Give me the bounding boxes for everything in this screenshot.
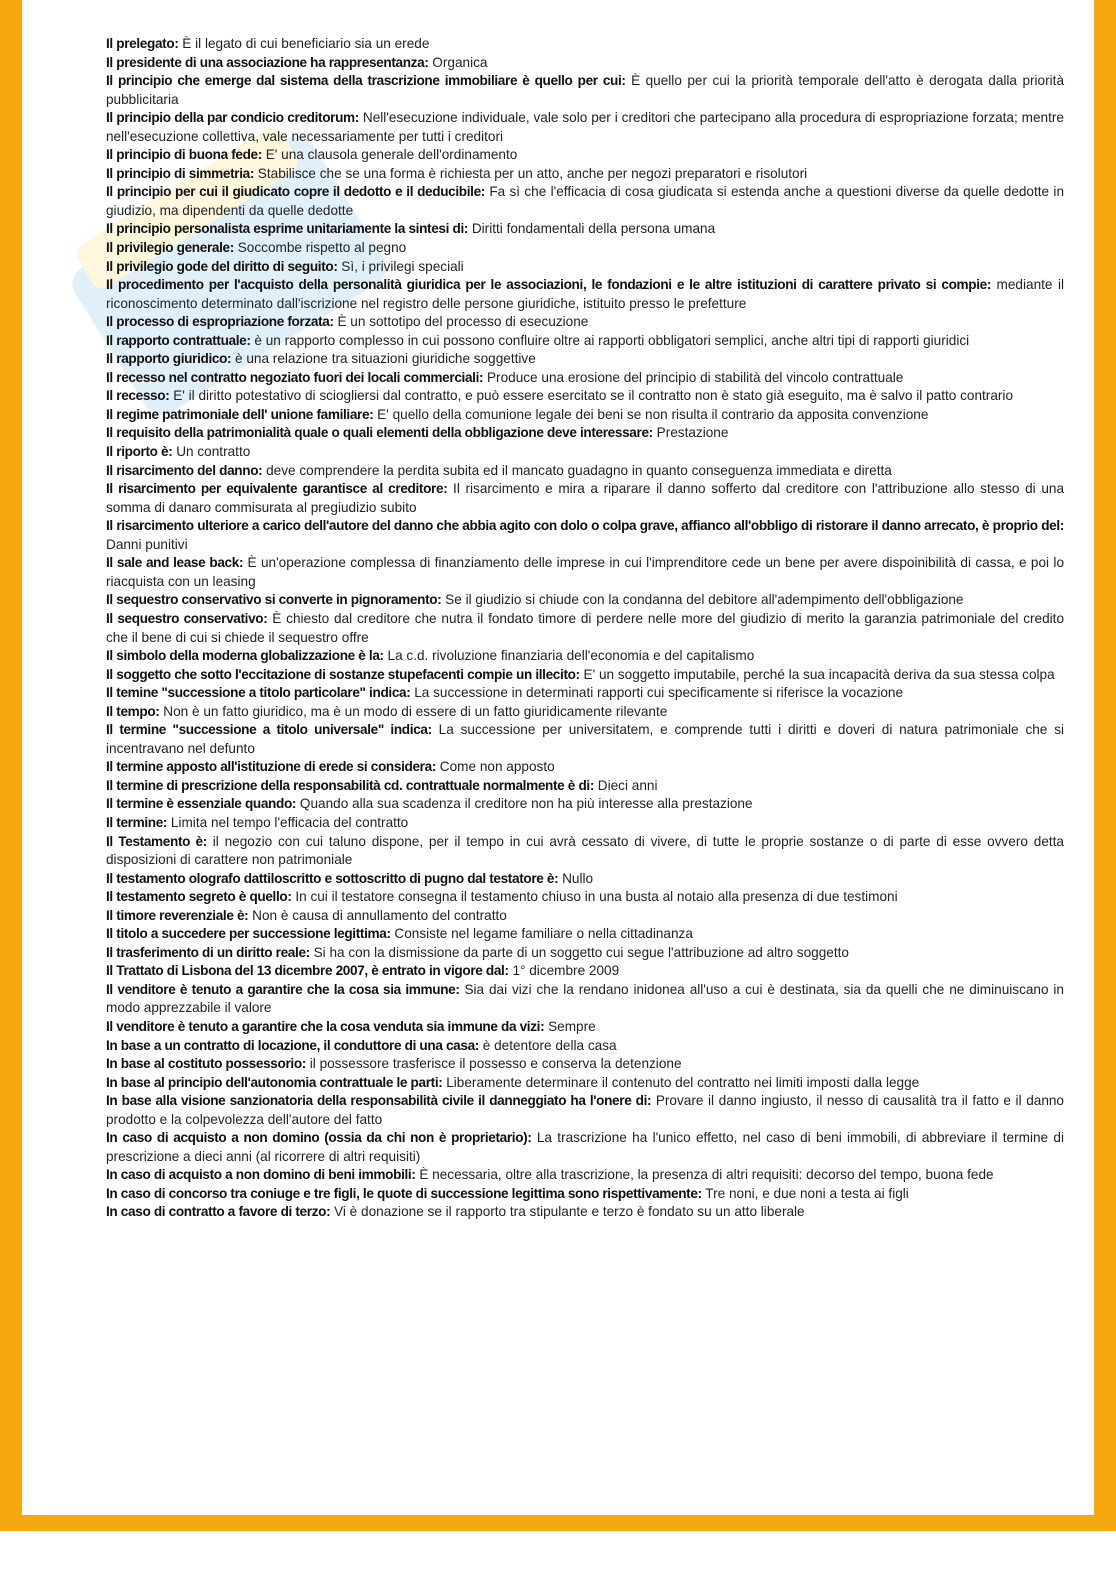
question-label: Il timore reverenziale è: <box>106 907 249 923</box>
question-label: Il sequestro conservativo: <box>106 610 268 626</box>
answer-text: Dieci anni <box>597 777 658 793</box>
qa-entry <box>106 462 1064 481</box>
answer-text: In cui il testatore consegna il testamento chiuso in una busta al notaio alla presenza di due testimoni <box>295 889 898 905</box>
answer-text: È necessaria, oltre alla trascrizione, la presenza di altri requisiti: decorso del tempo, buona fede <box>419 1167 994 1183</box>
question-label: Il termine è essenziale quando: <box>106 796 297 812</box>
question-label: Il requisito della patrimonialità quale o quali elementi della obbligazione deve interessare: <box>106 425 653 441</box>
question-label: Il sequestro conservativo si converte in pignoramento: <box>106 592 442 608</box>
qa-entry <box>106 1074 1064 1093</box>
qa-entry <box>106 183 1064 220</box>
question-label: Il principio per cui il giudicato copre il dedotto e il deducibile: <box>106 184 485 200</box>
answer-text: Prestazione <box>656 425 729 441</box>
answer-text: Un contratto <box>176 444 251 460</box>
answer-text: È quello per cui la priorità temporale dell'atto è derogata dalla priorità pubblicitaria <box>106 73 1064 107</box>
qa-entry <box>106 258 1064 277</box>
qa-entry <box>106 72 1064 109</box>
answer-text: mediante il riconoscimento determinato dall'iscrizione nel registro delle persone giuridiche, istituito presso le prefetture <box>106 277 1064 311</box>
answer-text: è un rapporto complesso in cui possono confluire oltre ai rapporti obbligatori semplici, anche altri tipi di rapporti giuridici <box>254 332 970 348</box>
qa-entry <box>106 554 1064 591</box>
question-label: Il venditore è tenuto a garantire che la cosa sia immune: <box>106 981 460 997</box>
question-label: Il privilegio generale: <box>106 240 234 256</box>
qa-entry <box>106 146 1064 165</box>
answer-text: Non è un fatto giuridico, ma è un modo di essere di un fatto giuridicamente rilevante <box>163 703 668 719</box>
qa-entry <box>106 35 1064 54</box>
qa-entry <box>106 888 1064 907</box>
answer-text: E' una clausola generale dell'ordinamento <box>265 147 518 163</box>
answer-text: Come non apposto <box>439 759 555 775</box>
answer-text: È un'operazione complessa di finanziamento delle imprese in cui l'imprenditore cede un bene per avere dispoinibilità di cassa, e poi lo riacquista con un leasing <box>106 555 1065 589</box>
answer-text: 1° dicembre 2009 <box>512 963 620 979</box>
qa-entry <box>106 833 1064 870</box>
qa-entry <box>106 1037 1064 1056</box>
qa-entry <box>106 424 1064 443</box>
answer-text: Soccombe rispetto al pegno <box>237 240 407 256</box>
answer-text: Liberamente determinare il contenuto del contratto nei limiti imposti dalla legge <box>446 1074 920 1090</box>
question-label: Il termine: <box>106 814 168 830</box>
qa-entry <box>106 1203 1064 1222</box>
answer-text: il negozio con cui taluno dispone, per il tempo in cui avrà cessato di vivere, di tutte le proprie sostanze o di parte di esse ovvero detta disposizioni di carattere non patrimoniale <box>106 833 1064 868</box>
question-label: Il tempo: <box>106 703 160 719</box>
qa-entry <box>106 870 1064 889</box>
qa-entry <box>106 647 1064 666</box>
answer-text: Non è causa di annullamento del contratto <box>252 907 507 923</box>
qa-entry <box>106 406 1064 425</box>
question-label: Il regime patrimoniale dell' unione familiare: <box>106 406 374 422</box>
qa-entry <box>106 1055 1064 1074</box>
question-label: Il risarcimento ulteriore a carico dell'autore del danno che abbia agito con dolo o colpa grave, affianco all'obbligo di ristorare il danno arrecato, è proprio del: <box>106 518 1064 534</box>
answer-text: Se il giudizio si chiude con la condanna del debitore all'adempimento dell'obbligazione <box>445 592 964 608</box>
answer-text: Sempre <box>548 1018 596 1034</box>
answer-text: è una relazione tra situazioni giuridiche soggettive <box>235 351 536 367</box>
question-label: Il processo di espropriazione forzata: <box>106 314 334 330</box>
question-label: Il testamento olografo dattiloscritto e sottoscritto di pugno dal testatore è: <box>106 870 559 886</box>
question-label: Il simbolo della moderna globalizzazione è la: <box>106 648 384 664</box>
answer-text: Diritti fondamentali della persona umana <box>471 221 716 237</box>
qa-entry <box>106 591 1064 610</box>
question-label: Il titolo a succedere per successione legittima: <box>106 926 391 942</box>
answer-text: Tre noni, e due noni a testa ai figli <box>705 1185 909 1201</box>
question-label: Il rapporto giuridico: <box>106 351 232 367</box>
answer-text: Vi è donazione se il rapporto tra stipulante e terzo è fondato su un atto liberale <box>334 1204 805 1220</box>
question-label: Il prelegato: <box>106 36 179 51</box>
answer-text: Nullo <box>562 870 594 886</box>
answer-text: È un sottotipo del processo di esecuzione <box>337 314 589 330</box>
answer-text: Consiste nel legame familiare o nella cittadinanza <box>394 926 693 942</box>
question-label: In base alla visione sanzionatoria della responsabilità civile il danneggiato ha l'onere di: <box>106 1093 652 1109</box>
question-label: Il termine "successione a titolo universale" indica: <box>106 722 432 738</box>
answer-text: Fa sì che l'efficacia di cosa giudicata si estenda anche a questioni diverse da quelle dedotte in giudizio, ma dipendenti da quelle dedotte <box>106 184 1065 218</box>
question-label: Il presidente di una associazione ha rappresentanza: <box>106 54 429 70</box>
answer-text: Sia dai vizi che la rendano inidonea all'uso a cui è destinata, sia da quelli che ne diminuiscano in modo apprezzabile il valore <box>106 981 1064 1016</box>
qa-entry <box>106 54 1064 73</box>
question-label: Il procedimento per l'acquisto della personalità giuridica per le associazioni, le fondazioni e le altre istituzioni di carattere privato si compie: <box>106 277 992 293</box>
question-label: Il recesso nel contratto negoziato fuori dei locali commerciali: <box>106 369 484 385</box>
qa-entry <box>106 962 1064 981</box>
question-label: Il recesso: <box>106 388 170 404</box>
qa-entry <box>106 369 1064 388</box>
answer-text: E' il diritto potestativo di sciogliersi dal contratto, e può essere esercitato se il contratto non è stato già eseguito, ma è salvo il patto contrario <box>173 388 1013 404</box>
qa-entry <box>106 758 1064 777</box>
qa-entry <box>106 443 1064 462</box>
answer-text: Nell'esecuzione individuale, vale solo per i creditori che partecipano alla procedura di espropriazione forzata; mentre nell'esecuzione collettiva, vale necessariamente per tutti i creditori <box>106 110 1064 144</box>
question-label: Il principio di buona fede: <box>106 147 262 163</box>
qa-entry <box>106 925 1064 944</box>
answer-text: Sì, i privilegi speciali <box>341 258 464 274</box>
qa-entry <box>106 1092 1064 1129</box>
answer-text: deve comprendere la perdita subita ed il mancato guadagno in quanto conseguenza immediata e diretta <box>266 462 892 478</box>
answer-text: La successione in determinati rapporti cui specificamente si riferisce la vocazione <box>414 685 904 701</box>
answer-text: La c.d. rivoluzione finanziaria dell'economia e del capitalismo <box>387 648 755 664</box>
answer-text: La trascrizione ha l'unico effetto, nel caso di beni immobili, di abbreviare il termine di prescrizione a dieci anni (al ricorrere di altri requisiti) <box>106 1130 1064 1164</box>
question-label: Il risarcimento del danno: <box>106 462 263 478</box>
question-label: Il termine di prescrizione della responsabilità cd. contrattuale normalmente è di: <box>106 777 594 793</box>
answer-text: Organica <box>432 54 488 70</box>
qa-entry <box>106 721 1064 758</box>
answer-text: Stabilisce che se una forma è richiesta per un atto, anche per negozi preparatori e risolutori <box>257 165 808 181</box>
question-label: Il soggetto che sotto l'eccitazione di sostanze stupefacenti compie un illecito: <box>106 666 580 682</box>
qa-entry <box>106 1018 1064 1037</box>
qa-entry <box>106 610 1064 647</box>
answer-text: Quando alla sua scadenza il creditore non ha più interesse alla prestazione <box>299 796 753 812</box>
qa-entry <box>106 944 1064 963</box>
question-label: In caso di acquisto a non domino (ossia da chi non è proprietario): <box>106 1130 532 1146</box>
page-bottom-strip <box>0 1531 1116 1579</box>
question-label: Il principio personalista esprime unitariamente la sintesi di: <box>106 221 469 237</box>
answer-text: Produce una erosione del principio di stabilità del vincolo contrattuale <box>486 369 904 385</box>
answer-text: La successione per universitatem, e comprende tutti i diritti e doveri di natura patrimoniale che si incentravano nel defunto <box>106 722 1065 756</box>
qa-entry <box>106 907 1064 926</box>
qa-list <box>106 35 1064 1222</box>
question-label: Il termine apposto all'istituzione di erede si considera: <box>106 759 437 775</box>
question-label: Il principio di simmetria: <box>106 165 255 181</box>
question-label: In base al costituto possessorio: <box>106 1056 306 1072</box>
answer-text: il possessore trasferisce il possesso e conserva la detenzione <box>309 1056 682 1072</box>
question-label: Il venditore è tenuto a garantire che la cosa venduta sia immune da vizi: <box>106 1018 545 1034</box>
answer-text: E' un soggetto imputabile, perché la sua incapacità deriva da sua stessa colpa <box>583 666 1055 682</box>
answer-text: E' quello della comunione legale dei beni se non risulta il contrario da apposita convenzione <box>377 406 929 422</box>
question-label: In base al principio dell'autonomia contrattuale le parti: <box>106 1074 443 1090</box>
qa-entry <box>106 1185 1064 1204</box>
qa-entry <box>106 313 1064 332</box>
answer-text: È il legato di cui beneficiario sia un erede <box>182 36 430 51</box>
answer-text: È chiesto dal creditore che nutra il fondato timore di perdere nelle more del giudizio di merito la garanzia patrimoniale del credito che il bene di cui si chiede il sequestro offre <box>106 610 1065 645</box>
question-label: Il principio della par condicio creditorum: <box>106 110 359 126</box>
answer-text: Limita nel tempo l'efficacia del contratto <box>170 814 409 830</box>
qa-entry <box>106 109 1064 146</box>
qa-entry <box>106 703 1064 722</box>
qa-entry <box>106 666 1064 685</box>
qa-entry <box>106 1166 1064 1185</box>
qa-entry <box>106 981 1064 1018</box>
qa-entry <box>106 276 1064 313</box>
qa-entry <box>106 1129 1064 1166</box>
qa-entry <box>106 480 1064 517</box>
question-label: Il Testamento è: <box>106 833 207 849</box>
question-label: Il principio che emerge dal sistema della trascrizione immobiliare è quello per cui: <box>106 73 626 89</box>
qa-entry <box>106 332 1064 351</box>
question-label: Il risarcimento per equivalente garantisce al creditore: <box>106 481 448 497</box>
question-label: Il temine "successione a titolo particolare" indica: <box>106 685 411 701</box>
answer-text: Il risarcimento e mira a riparare il danno sofferto dal creditore con l'attribuzione allo stesso di una somma di danaro commisurata al pregiudizio subito <box>106 481 1064 515</box>
document-page <box>22 0 1094 1515</box>
question-label: Il riporto è: <box>106 444 173 460</box>
answer-text: Provare il danno ingiusto, il nesso di causalità tra il fatto e il danno prodotto e la colpevolezza dell'autore del fatto <box>106 1093 1064 1127</box>
answer-text: Danni punitivi <box>106 536 188 552</box>
qa-entry <box>106 517 1064 554</box>
qa-entry <box>106 684 1064 703</box>
question-label: In caso di contratto a favore di terzo: <box>106 1204 331 1220</box>
qa-entry <box>106 165 1064 184</box>
qa-entry <box>106 387 1064 406</box>
qa-entry <box>106 220 1064 239</box>
question-label: In caso di acquisto a non domino di beni immobili: <box>106 1167 416 1183</box>
answer-text: è detentore della casa <box>482 1037 617 1053</box>
qa-entry <box>106 239 1064 258</box>
question-label: Il rapporto contrattuale: <box>106 332 251 348</box>
qa-entry <box>106 795 1064 814</box>
qa-entry <box>106 350 1064 369</box>
question-label: In base a un contratto di locazione, il conduttore di una casa: <box>106 1037 479 1053</box>
question-label: Il testamento segreto è quello: <box>106 889 292 905</box>
question-label: In caso di concorso tra coniuge e tre figli, le quote di successione legittima sono rispettivamente: <box>106 1185 702 1201</box>
question-label: Il sale and lease back: <box>106 555 244 571</box>
question-label: Il trasferimento di un diritto reale: <box>106 944 310 960</box>
qa-entry <box>106 777 1064 796</box>
answer-text: Si ha con la dismissione da parte di un soggetto cui segue l'attribuzione ad altro soggetto <box>313 944 849 960</box>
question-label: Il privilegio gode del diritto di seguito: <box>106 258 338 274</box>
question-label: Il Trattato di Lisbona del 13 dicembre 2007, è entrato in vigore dal: <box>106 963 509 979</box>
qa-entry <box>106 814 1064 833</box>
